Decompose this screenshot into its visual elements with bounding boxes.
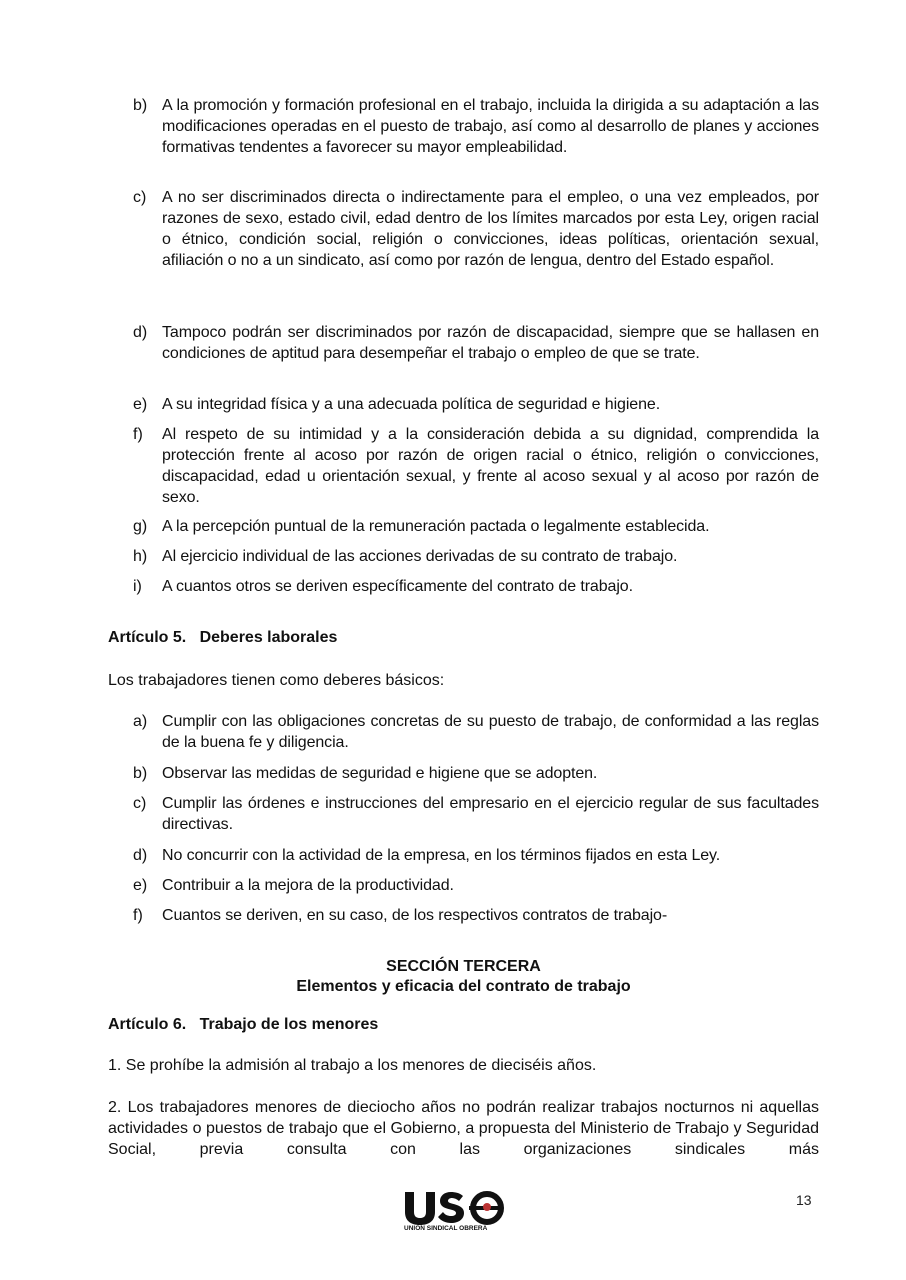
section-title: SECCIÓN TERCERA	[386, 958, 541, 975]
list-item	[133, 845, 819, 866]
list-item	[133, 763, 819, 784]
list-item	[133, 516, 819, 537]
item-text: No concurrir con la actividad de la empresa, en los términos fijados en esta Ley.	[162, 847, 721, 864]
uso-logo-icon	[403, 1190, 505, 1232]
item-label: a)	[133, 713, 148, 730]
article-6-heading: Artículo 6. Trabajo de los menores	[108, 1016, 379, 1033]
uso-logo	[403, 1190, 505, 1238]
item-label: c)	[133, 795, 147, 812]
item-text: A la percepción puntual de la remuneración pactada o legalmente establecida.	[162, 518, 710, 535]
item-text: Observar las medidas de seguridad e higiene que se adopten.	[162, 765, 598, 782]
item-label: i)	[133, 578, 142, 595]
article-5-heading: Artículo 5. Deberes laborales	[108, 629, 338, 646]
item-text: Tampoco podrán ser discriminados por razón de discapacidad, siempre que se hallasen en condiciones de aptitud para desempeñar el trabajo o empleo de que se trate.	[162, 324, 819, 362]
item-text: A su integridad física y a una adecuada política de seguridad e higiene.	[162, 396, 661, 413]
item-text: Cumplir las órdenes e instrucciones del empresario en el ejercicio regular de sus facultades directivas.	[162, 795, 819, 833]
list-item	[133, 322, 819, 364]
list-item	[133, 875, 819, 896]
section-subtitle: Elementos y eficacia del contrato de trabajo	[296, 978, 631, 995]
item-label: g)	[133, 518, 148, 535]
list-item	[133, 187, 819, 271]
list-item	[133, 95, 819, 158]
item-label: b)	[133, 765, 148, 782]
item-text: A no ser discriminados directa o indirectamente para el empleo, o una vez empleados, por razones de sexo, estado civil, edad dentro de los límites marcados por esta Ley, origen racial o étnico, condición social, religión o convicciones, ideas políticas, orientación sexual, afiliación o no a un sindicato, así como por razón de lengua, dentro del Estado español.	[162, 189, 819, 269]
list-item	[133, 546, 819, 567]
item-label: c)	[133, 189, 147, 206]
item-text: A cuantos otros se deriven específicamente del contrato de trabajo.	[162, 578, 633, 595]
item-label: e)	[133, 396, 148, 413]
page-number: 13	[796, 1192, 812, 1208]
svg-text:UNIÓN SINDICAL OBRERA: UNIÓN SINDICAL OBRERA	[404, 1225, 488, 1232]
item-label: f)	[133, 426, 143, 443]
item-text: Al respeto de su intimidad y a la consideración debida a su dignidad, comprendida la protección frente al acoso por razón de origen racial o étnico, religión o convicciones, discapacidad, edad u orientación sexual, y frente al acoso sexual y al acoso por razón de sexo.	[162, 426, 819, 506]
item-text: Contribuir a la mejora de la productividad.	[162, 877, 454, 894]
item-text: A la promoción y formación profesional en el trabajo, incluida la dirigida a su adaptación a las modificaciones operadas en el puesto de trabajo, así como al desarrollo de planes y acciones formativas tendentes a favorecer su mayor empleabilidad.	[162, 97, 819, 156]
list-item	[133, 711, 819, 753]
item-label: d)	[133, 324, 148, 341]
list-item	[133, 793, 819, 835]
item-label: d)	[133, 847, 148, 864]
item-text: Al ejercicio individual de las acciones derivadas de su contrato de trabajo.	[162, 548, 678, 565]
item-label: h)	[133, 548, 148, 565]
article-5-intro: Los trabajadores tienen como deberes básicos:	[108, 672, 445, 689]
article-6-paragraph-2: 2. Los trabajadores menores de dieciocho años no podrán realizar trabajos nocturnos ni aquellas actividades o puestos de trabajo que el Gobierno, a propuesta del Ministerio de Trabajo y Seguridad Social, previa consulta con las organizaciones sindicales más	[108, 1099, 819, 1158]
list-item	[133, 424, 819, 508]
list-item	[133, 394, 819, 415]
list-item	[133, 905, 819, 926]
item-label: f)	[133, 907, 143, 924]
item-label: b)	[133, 97, 148, 114]
item-text: Cumplir con las obligaciones concretas de su puesto de trabajo, de conformidad a las reglas de la buena fe y diligencia.	[162, 713, 819, 751]
item-label: e)	[133, 877, 148, 894]
list-item	[133, 576, 819, 597]
article-6-paragraph-1: 1. Se prohíbe la admisión al trabajo a los menores de dieciséis años.	[108, 1057, 597, 1074]
item-text: Cuantos se deriven, en su caso, de los respectivos contratos de trabajo-	[162, 907, 668, 924]
